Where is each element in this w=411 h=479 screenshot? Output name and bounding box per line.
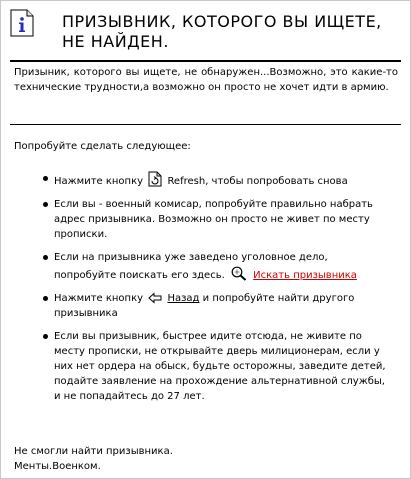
list-item-search [40,250,390,283]
page-header [10,9,404,54]
refresh-text-before: Нажмите кнопку [54,176,144,187]
refresh-page-icon [148,171,162,187]
page-footer [14,444,394,474]
footer-line-1: Не смогли найти призывника. [14,446,173,457]
magnifier-search-icon [230,265,248,281]
refresh-text-after: Refresh, чтобы попробовать снова [167,176,348,187]
back-text-before: Нажмите кнопку [54,293,144,304]
list-item-address: Если вы - военный комисар, попробуйте правильно набрать адрес призывника. Возможно он просто не живет по месту прописки. [40,197,390,242]
section-divider [10,124,401,125]
search-recruit-link[interactable]: Искать призывника [253,270,357,281]
list-item-refresh [40,171,390,189]
title-divider [10,60,401,62]
footer-line-2: Менты.Военком. [14,461,101,472]
suggestions-list [40,171,390,412]
info-icon [10,9,34,37]
back-text-after: и попробуйте найти другого призывника [54,293,355,319]
suggestions-heading: Попробуйте сделать следующее: [14,141,191,152]
back-link[interactable]: Назад [167,293,200,304]
page-title: ПРИЗЫВНИК, КОТОРОГО ВЫ ИЩЕТЕ, НЕ НАЙДЕН. [62,12,382,51]
back-arrow-icon [148,292,162,304]
list-item-advice: Если вы призывник, быстрее идите отсюда, не живите по месту прописки, не открывайте дверь милиционерам, если у них нет ордера на обыск, будьте осторожны, заведите детей, подайте заявление на прохождение альтернативной службы, и не попадайтесь до 27 лет. [40,329,390,404]
search-text: Если на призывника уже заведено уголовное дело, попробуйте поискать его здесь. [54,252,328,281]
intro-paragraph: Призыник, которого вы ищете, не обнаружен...Возможно, это какие-то технические трудности,а возможно он просто не хочет идти в армию. [14,67,398,93]
list-item-back [40,291,390,321]
